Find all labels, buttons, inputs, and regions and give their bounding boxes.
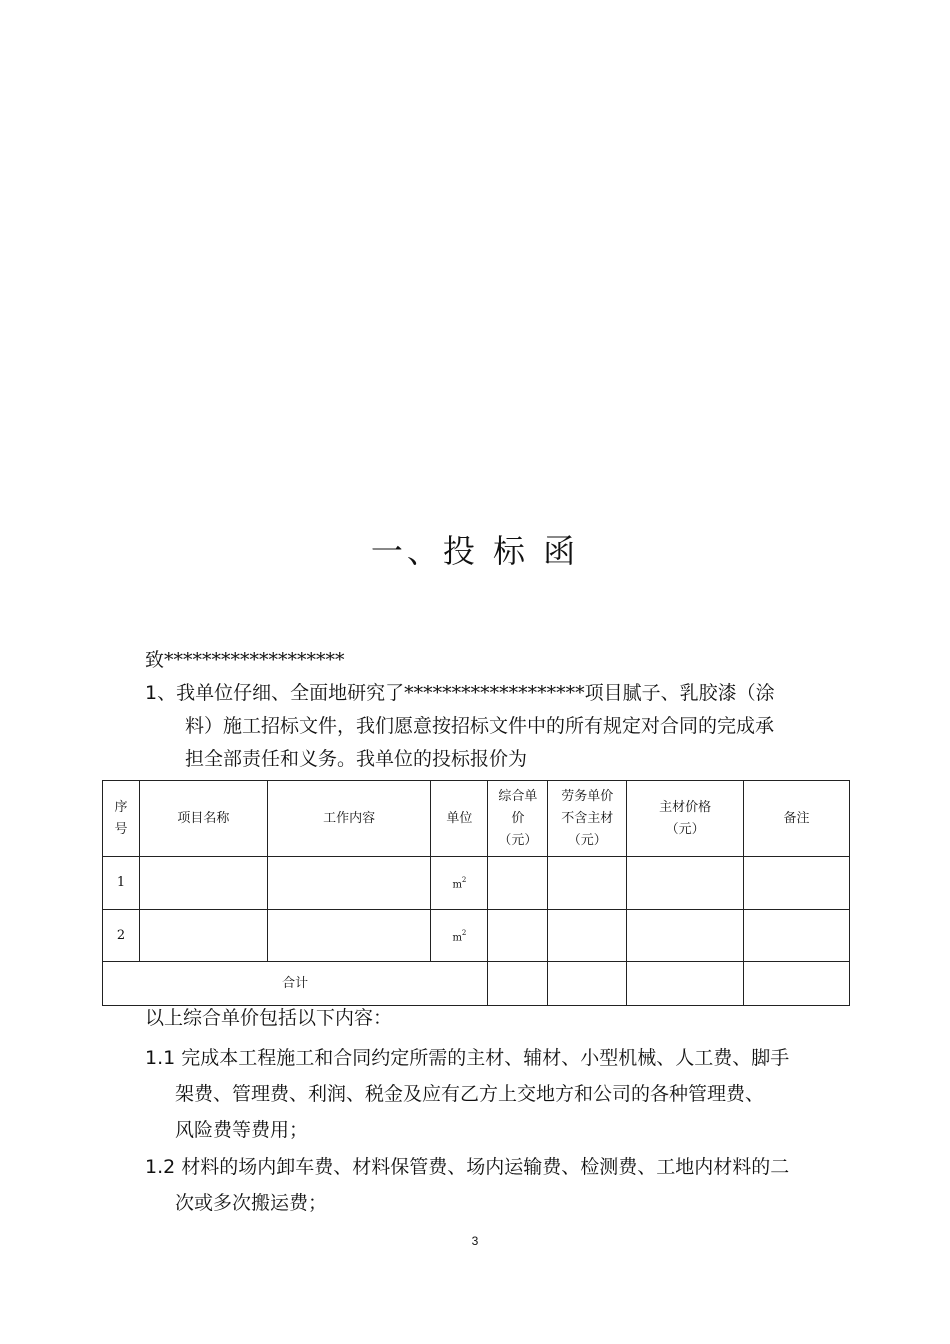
row-remark-cell [744, 910, 850, 962]
row-content-cell [267, 910, 431, 962]
list-item: 1.1 完成本工程施工和合同约定所需的主材、辅材、小型机械、人工费、脚手 架费、管理费、利润、税金及应有乙方上交地方和公司的各种管理费、 风险费等费用； [145, 1047, 790, 1141]
quote-table [102, 780, 850, 1006]
row-seq: 1 [103, 857, 140, 910]
table-row [103, 910, 850, 962]
row-name-cell [139, 910, 267, 962]
total-material-price-cell [627, 962, 744, 1006]
paragraph-1-line-1: 1、我单位仔细、全面地研究了*******************项目腻子、乳胶漆（涂 [145, 682, 775, 704]
row-name-cell [139, 857, 267, 910]
list-item-number: 1.2 [145, 1156, 176, 1178]
inclusion-list [145, 1040, 825, 1222]
addressee-line: 致******************* [145, 649, 345, 671]
header-unit-price: 综合单 价 （元） [488, 781, 548, 857]
row-material-price-cell [627, 910, 744, 962]
total-label: 合计 [103, 962, 488, 1006]
list-item-number: 1.1 [145, 1047, 176, 1069]
table-row [103, 857, 850, 910]
page-title: 一、投 标 函 [370, 532, 580, 570]
total-remark-cell [744, 962, 850, 1006]
paragraph-1-line-3: 担全部责任和义务。我单位的投标报价为 [185, 748, 528, 770]
row-remark-cell [744, 857, 850, 910]
table-follow-text: 以上综合单价包括以下内容： [145, 1007, 393, 1029]
header-labor-price: 劳务单价 不含主材 （元） [548, 781, 627, 857]
row-material-price-cell [627, 857, 744, 910]
row-seq: 2 [103, 910, 140, 962]
paragraph-1-number: 1 [145, 682, 158, 704]
row-unit: $m^2$ [431, 857, 488, 910]
row-unit: $m^2$ [431, 910, 488, 962]
table-total-row [103, 962, 850, 1006]
header-name: 项目名称 [139, 781, 267, 857]
row-labor-price-cell [548, 857, 627, 910]
paragraph-1 [145, 677, 825, 776]
header-content: 工作内容 [267, 781, 431, 857]
row-unit-price-cell [488, 857, 548, 910]
header-seq: 序 号 [103, 781, 140, 857]
row-unit-price-cell [488, 910, 548, 962]
table-header-row [103, 781, 850, 857]
total-labor-price-cell [548, 962, 627, 1006]
page-number: 3 [471, 1234, 479, 1248]
header-remark: 备注 [744, 781, 850, 857]
total-unit-price-cell [488, 962, 548, 1006]
row-labor-price-cell [548, 910, 627, 962]
row-content-cell [267, 857, 431, 910]
header-material-price: 主材价格 （元） [627, 781, 744, 857]
paragraph-1-line-2: 料）施工招标文件，我们愿意按招标文件中的所有规定对合同的完成承 [185, 715, 775, 737]
header-unit: 单位 [431, 781, 488, 857]
list-item: 1.2 材料的场内卸车费、材料保管费、场内运输费、检测费、工地内材料的二 次或多次搬运费； [145, 1156, 790, 1214]
